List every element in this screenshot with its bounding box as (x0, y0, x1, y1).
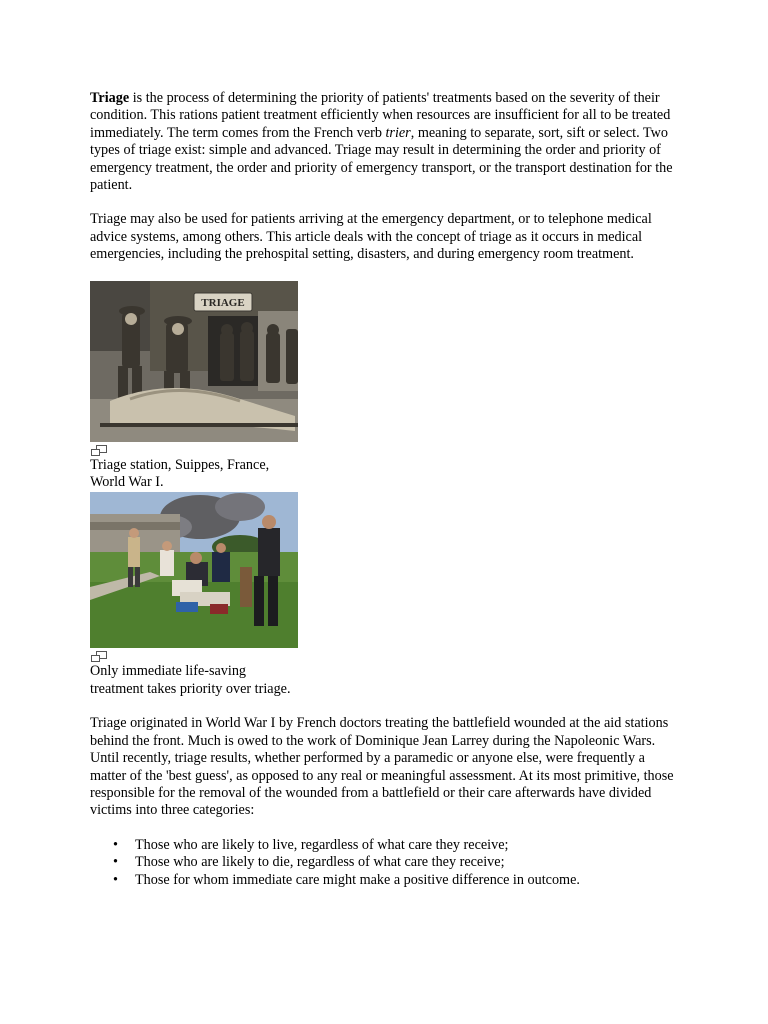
paragraph-history: Triage originated in World War I by French doctors treating the battlefield wounded at the aid stations behind the front. Much is owed to the work of Dominique Jean Larrey during the Napoleonic Wars. Until recently, triage results, whether performed by a paramedic or anyone else, were frequently a matter of the 'best guess', as opposed to any real or meaningful assessment. At its most primitive, those responsible for the removal of the wounded from a battlefield or their care afterwards have divided victims into three categories: (90, 715, 674, 819)
document-page (90, 90, 680, 889)
paragraph-emergency-use: Triage may also be used for patients arriving at the emergency department, or to telephone medical advice systems, among others. This article deals with the concept of triage as it occurs in medical emergencies, including the prehospital setting, disasters, and during emergency room treatment. (90, 211, 652, 263)
photo-outdoor-triage (90, 492, 298, 648)
bullet-glyph: • (113, 836, 118, 853)
list-item (90, 854, 680, 871)
bullet-glyph: • (113, 854, 118, 871)
intro-text-start: is the process of determining the priority of patients' treatments based on the severity of their condition. This rations patient treatment efficiently when resources are insufficient for all to be treated immediately. The term comes from the French verb (90, 90, 671, 141)
bullet-glyph: • (113, 871, 118, 888)
figure-life-saving-treatment (90, 492, 298, 698)
term-triage: Triage (90, 90, 130, 106)
italic-word-trier: trier (385, 124, 411, 141)
triage-categories-list (90, 837, 680, 889)
intro-paragraph (90, 90, 680, 194)
photo-triage-station-wwi (90, 281, 298, 442)
expand-image-icon[interactable] (91, 651, 107, 663)
caption-triage-station: Triage station, Suippes, France, World War I. (90, 456, 270, 491)
figure-triage-station (90, 281, 298, 492)
expand-image-icon[interactable] (91, 445, 107, 457)
list-item-text: Those who are likely to live, regardless of what care they receive; (135, 836, 509, 853)
list-item (90, 837, 680, 854)
list-item (90, 872, 680, 889)
list-item-text: Those for whom immediate care might make a positive difference in outcome. (135, 871, 580, 888)
photo-sign-text: TRIAGE (201, 296, 245, 309)
list-item-text: Those who are likely to die, regardless of what care they receive; (135, 854, 505, 871)
caption-life-saving: Only immediate life-saving treatment takes priority over triage. (90, 663, 291, 697)
intro-text-end: , meaning to separate, sort, sift or select. Two types of triage exist: simple and advanced. Triage may result in determining the order and priority of emergency treatment, the order and priority of emergency transport, or the transport destination for the patient. (90, 124, 673, 194)
